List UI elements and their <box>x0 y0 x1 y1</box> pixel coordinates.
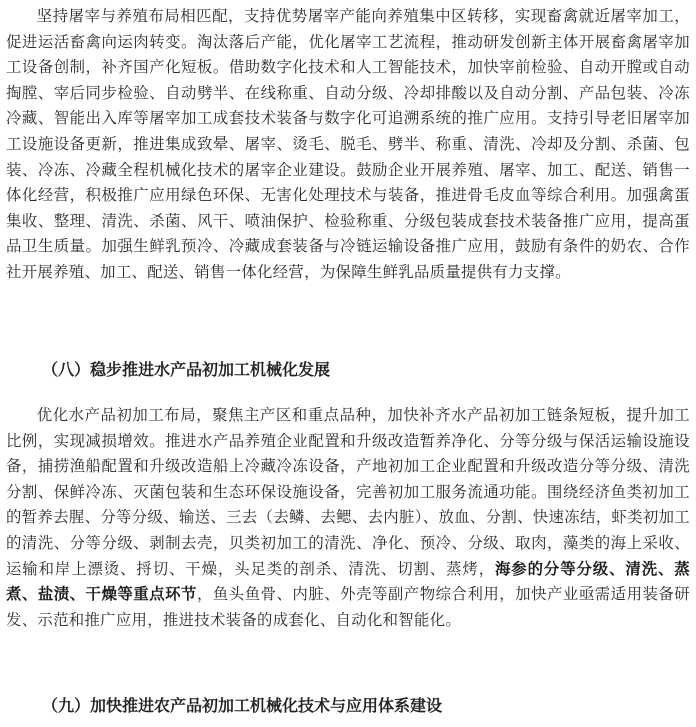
paragraph-text: 优化水产品初加工布局，聚焦主产区和重点品种，加快补齐水产品初加工链条短板，提升加工比例，实现减损增效。推进水产品养殖企业配置和升级改造暂养净化、分等分级与保活运输设施设备，捕捞渔船配置和升级改造船上冷藏冷冻设备，产地初加工企业配置和升级改造分等分级、清洗分割、保鲜冷冻、灭菌包装和生态环保设施设备，完善初加工服务流通功能。围绕经济鱼类初加工的暂养去腥、分等分级、输送、三去（去鳞、去鳃、去内脏）、放血、分割、快速冻结，虾类初加工的清洗、分等分级、剥制去壳，贝类初加工的清洗、净化、预冷、分级、取肉，藻类的海上采收、运输和岸上漂烫、捋切、干燥，头足类的剖杀、清洗、切割、蒸烤， <box>6 406 690 578</box>
bold-emphasis-text: 海参的分等分级、清洗、蒸煮、盐渍、干燥等重点环节 <box>6 559 690 604</box>
paragraph-aquatic-processing <box>6 403 690 633</box>
paragraph-text-continued: ，鱼头鱼骨、内脏、外壳等副产物综合利用，加快产业亟需适用装备研发、示范和推广应用，推进技术装备的成套化、自动化和智能化。 <box>6 585 690 629</box>
section-heading-9: （九）加快推进农产品初加工机械化技术与应用体系建设 <box>42 696 443 715</box>
section-heading-8: （八）稳步推进水产品初加工机械化发展 <box>42 360 331 379</box>
paragraph-slaughter-processing: 坚持屠宰与养殖布局相匹配，支持优势屠宰产能向养殖集中区转移，实现畜禽就近屠宰加工，促进运活畜禽向运肉转变。淘汰落后产能，优化屠宰工艺流程，推动研发创新主体开展畜禽屠宰加工设备创制，补齐国产化短板。借助数字化技术和人工智能技术，加快宰前检验、自动开膛或自动掏膛、宰后同步检验、自动劈半、在线称重、自动分级、冷却排酸以及自动分割、产品包装、冷冻冷藏、智能出入库等屠宰加工成套技术装备与数字化可追溯系统的推广应用。支持引导老旧屠宰加工设施设备更新，推进集成致晕、屠宰、烫毛、脱毛、劈半、称重、清洗、冷却及分割、杀菌、包装、冷冻、冷藏全程机械化技术的屠宰企业建设。鼓励企业开展养殖、屠宰、加工、配送、销售一体化经营，积极推广应用绿色环保、无害化处理技术与装备，推进骨毛皮血等综合利用。加强禽蛋集收、整理、清洗、杀菌、风干、喷油保护、检验称重、分级包装成套技术装备推广应用，提高蛋品卫生质量。加强生鲜乳预冷、冷藏成套装备与冷链运输设备推广应用，鼓励有条件的奶农、合作社开展养殖、加工、配送、销售一体化经营，为保障生鲜乳品质量提供有力支撑。 <box>6 7 690 281</box>
